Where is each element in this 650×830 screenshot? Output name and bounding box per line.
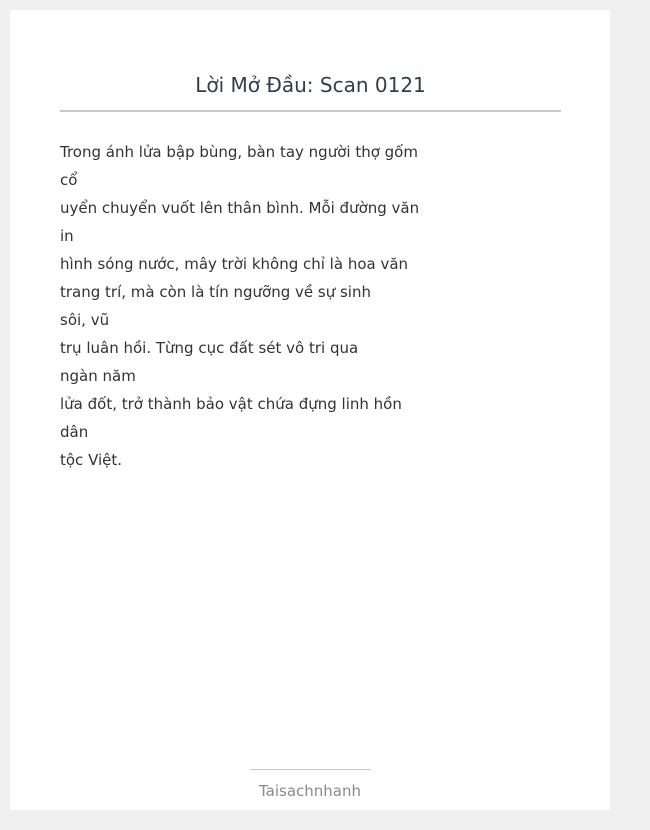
text-line: tộc Việt. <box>60 451 123 469</box>
text-line: sôi, vũ <box>60 311 110 329</box>
text-line: in <box>60 227 74 245</box>
title-divider <box>60 110 561 112</box>
text-line: cổ <box>60 171 78 189</box>
text-line: trụ luân hồi. Từng cục đất sét vô tri qua <box>60 339 359 357</box>
text-line: ngàn năm <box>60 367 136 385</box>
document-page <box>10 10 610 810</box>
text-line: trang trí, mà còn là tín ngưỡng về sự sinh <box>60 283 371 301</box>
footer-divider <box>250 769 371 770</box>
page-title: Lời Mở Đầu: Scan 0121 <box>195 73 426 97</box>
text-line: dân <box>60 423 89 441</box>
text-line: lửa đốt, trở thành bảo vật chứa đựng linh hồn <box>60 395 402 413</box>
footer-text: Taisachnhanh <box>258 782 362 800</box>
text-line: hình sóng nước, mây trời không chỉ là hoa văn <box>60 255 409 273</box>
body-paragraph <box>60 138 420 474</box>
text-line: Trong ánh lửa bập bùng, bàn tay người thợ gốm <box>60 143 418 161</box>
text-line: uyển chuyển vuốt lên thân bình. Mỗi đường văn <box>60 199 420 217</box>
